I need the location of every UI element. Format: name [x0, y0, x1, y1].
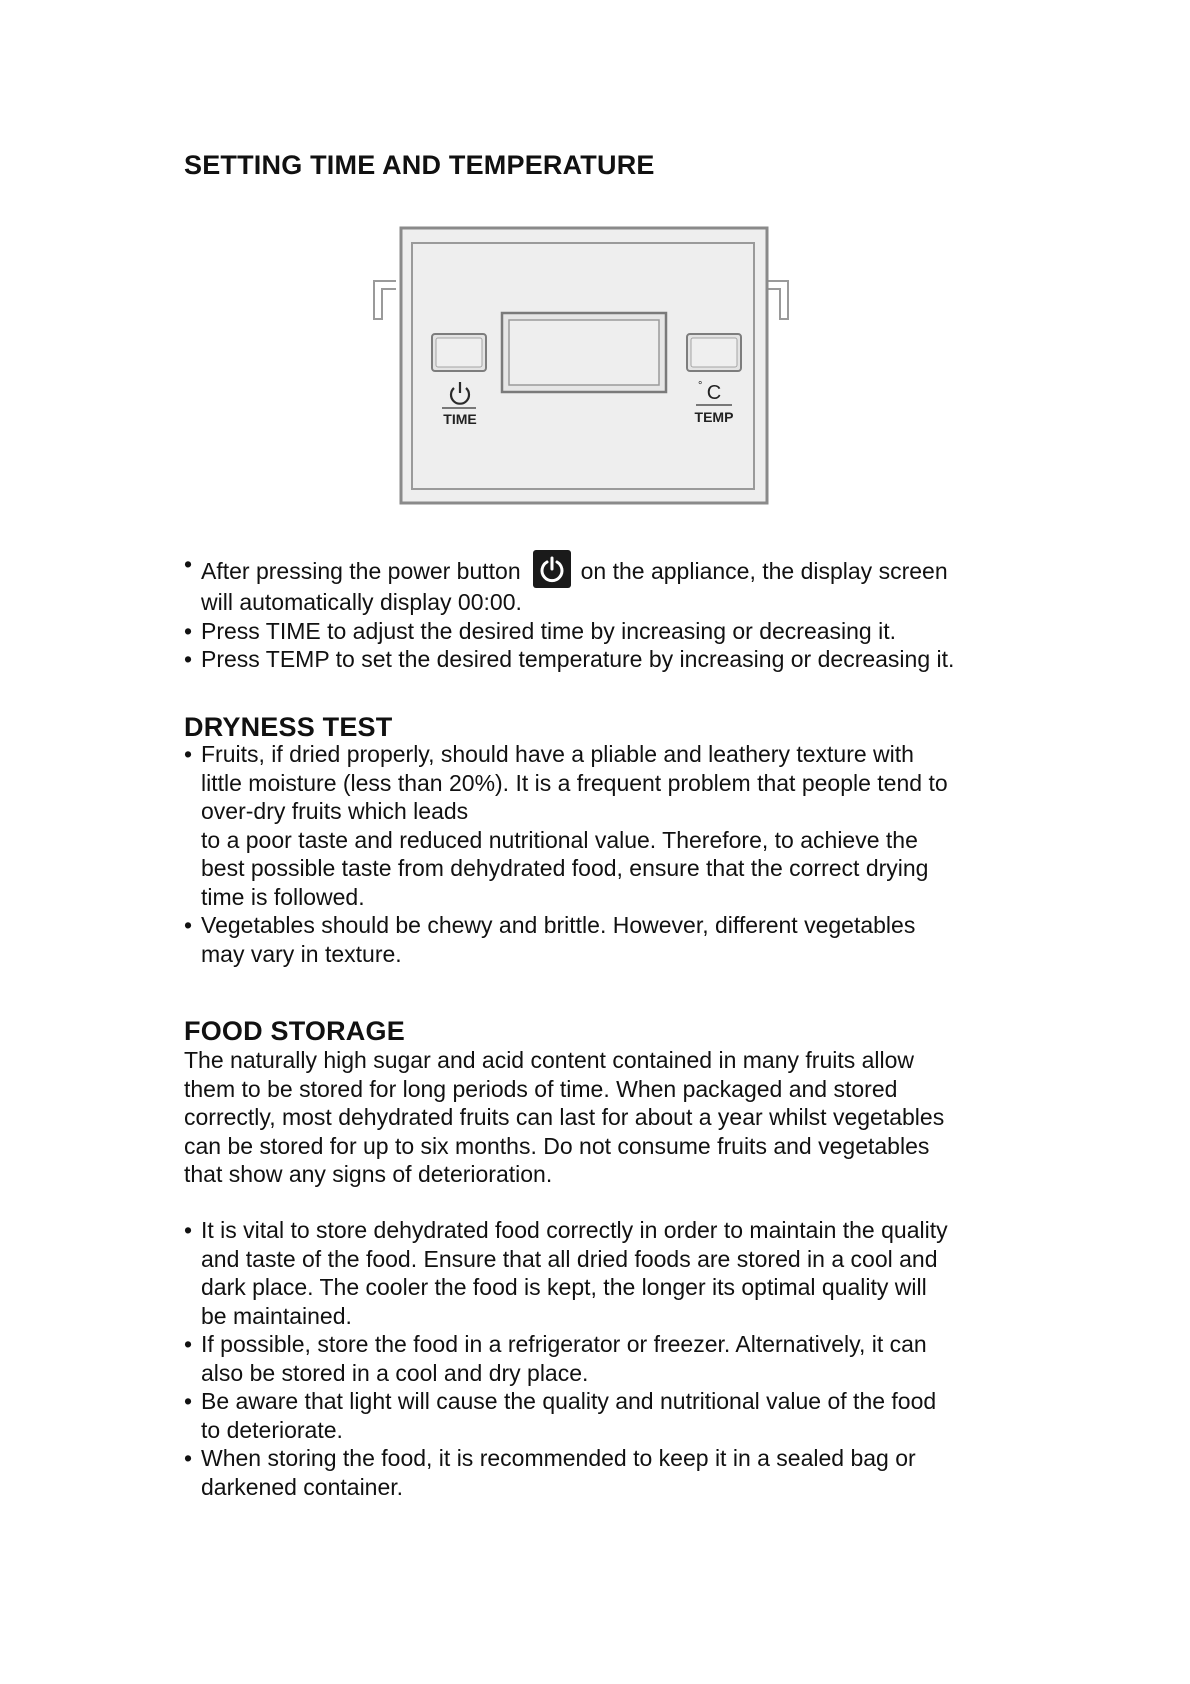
celsius-icon: C: [706, 382, 722, 404]
bullet-text: • When storing the food, it is recommended to keep it in a sealed bag or: [201, 1445, 916, 1471]
bullet-text: • Press TIME to adjust the desired time by increasing or decreasing it.: [201, 617, 897, 644]
section-title-storage: FOOD STORAGE: [184, 1016, 405, 1046]
list-item: [184, 645, 1044, 674]
bullet-text: to a poor taste and reduced nutritional value. Therefore, to achieve the: [201, 826, 918, 853]
list-item: [184, 550, 1044, 617]
bullet-text: • Vegetables should be chewy and brittle. However, different vegetables: [201, 912, 916, 938]
paragraph-line: that show any signs of deterioration.: [184, 1161, 553, 1187]
list-item: [184, 1444, 1044, 1501]
section-title-setting: SETTING TIME AND TEMPERATURE: [184, 150, 655, 180]
dryness-list: [184, 740, 1044, 968]
bullet-text: best possible taste from dehydrated food, ensure that the correct drying: [201, 855, 929, 881]
power-button-icon: [533, 550, 571, 588]
section-title-dryness: DRYNESS TEST: [184, 712, 393, 742]
list-item: [184, 1387, 1044, 1444]
list-item: [184, 617, 1044, 646]
bullet-text: and taste of the food. Ensure that all dried foods are stored in a cool and: [201, 1245, 938, 1272]
paragraph-line: can be stored for up to six months. Do not consume fruits and vegetables: [184, 1132, 930, 1159]
storage-list: [184, 1216, 1044, 1501]
paragraph-line: correctly, most dehydrated fruits can last for about a year whilst vegetables: [184, 1104, 945, 1130]
bullet-text: After pressing the power button: [201, 558, 521, 584]
bullet-text: also be stored in a cool and dry place.: [201, 1359, 589, 1386]
bullet-text: may vary in texture.: [201, 940, 402, 967]
bullet-text: be maintained.: [201, 1302, 352, 1329]
bullet-text: little moisture (less than 20%). It is a frequent problem that people tend to: [201, 769, 948, 796]
bullet-text: • If possible, store the food in a refrigerator or freezer. Alternatively, it can: [201, 1331, 927, 1357]
bullet-text: will automatically display 00:00.: [201, 589, 522, 615]
control-panel-drawing: [370, 225, 800, 511]
bullet-text: time is followed.: [201, 883, 365, 910]
setting-instructions: [184, 550, 1044, 674]
time-label: TIME: [443, 411, 477, 427]
degree-symbol: °: [698, 380, 703, 392]
list-item: [184, 740, 1044, 911]
storage-intro: [184, 1046, 1044, 1189]
bullet-text: • Fruits, if dried properly, should have a pliable and leathery texture with: [201, 741, 914, 767]
list-item: [184, 911, 1044, 968]
list-item: [184, 1216, 1044, 1330]
bullet-text: dark place. The cooler the food is kept, the longer its optimal quality will: [201, 1274, 927, 1300]
bullet-text: on the appliance, the display screen: [580, 558, 948, 584]
paragraph-line: The naturally high sugar and acid content contained in many fruits allow: [184, 1047, 915, 1073]
paragraph-line: them to be stored for long periods of time. When packaged and stored: [184, 1075, 898, 1102]
list-item: [184, 1330, 1044, 1387]
bullet-text: over-dry fruits which leads: [201, 798, 469, 824]
bullet-text: • Be aware that light will cause the quality and nutritional value of the food: [201, 1388, 937, 1414]
bullet-text: darkened container.: [201, 1473, 404, 1500]
control-panel-diagram: [370, 225, 800, 511]
bullet-text: to deteriorate.: [201, 1416, 343, 1443]
bullet-text: • It is vital to store dehydrated food correctly in order to maintain the quality: [201, 1217, 948, 1243]
temp-label: TEMP: [694, 409, 734, 425]
bullet-text: • Press TEMP to set the desired temperature by increasing or decreasing it.: [201, 646, 955, 672]
